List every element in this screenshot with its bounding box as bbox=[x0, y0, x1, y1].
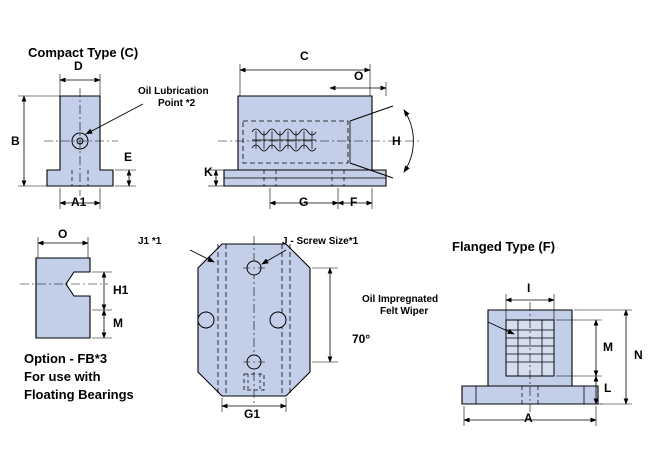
dimension-A1: A1 bbox=[71, 195, 87, 209]
dimension-F: F bbox=[350, 195, 358, 209]
felt-wiper-callout-line1: Oil Impregnated bbox=[362, 294, 439, 305]
dimension-H1: H1 bbox=[113, 283, 129, 297]
flanged-type-title: Flanged Type (F) bbox=[452, 239, 556, 254]
dimension-B: B bbox=[11, 134, 20, 148]
flanged-view bbox=[462, 294, 632, 426]
j1-callout: J1 *1 bbox=[138, 236, 162, 247]
option-fb-title: Option - FB*3 bbox=[24, 351, 108, 366]
dimension-D: D bbox=[74, 59, 83, 73]
compact-front-view bbox=[18, 74, 143, 209]
dimension-C: C bbox=[300, 49, 309, 63]
option-fb-subtitle-2: Floating Bearings bbox=[24, 387, 134, 402]
dimension-E: E bbox=[124, 150, 133, 164]
oil-lubrication-callout-line1: Oil Lubrication bbox=[138, 86, 209, 97]
dimension-N: N bbox=[634, 348, 643, 362]
compact-type-title: Compact Type (C) bbox=[28, 45, 139, 60]
angle-70-label: 70° bbox=[352, 332, 371, 346]
dimension-H: H bbox=[392, 134, 401, 148]
dimension-M-fb: M bbox=[113, 316, 123, 330]
option-fb-view bbox=[20, 237, 112, 338]
oil-lubrication-callout-line2: Point *2 bbox=[158, 98, 196, 109]
option-fb-subtitle-1: For use with bbox=[24, 369, 101, 384]
dimension-G1: G1 bbox=[244, 407, 261, 421]
top-view bbox=[190, 236, 338, 412]
dimension-O-side: O bbox=[354, 69, 364, 83]
dimension-I: I bbox=[527, 281, 531, 295]
dimension-M-flanged: M bbox=[603, 340, 613, 354]
dimension-G: G bbox=[299, 195, 309, 209]
felt-wiper-callout-line2: Felt Wiper bbox=[380, 306, 429, 317]
screw-size-callout: J - Screw Size*1 bbox=[282, 236, 359, 247]
dimension-K: K bbox=[204, 165, 213, 179]
dimension-O-fb: O bbox=[58, 227, 68, 241]
dimension-L: L bbox=[604, 381, 612, 395]
dimension-A: A bbox=[524, 411, 533, 425]
compact-side-view bbox=[208, 64, 420, 209]
